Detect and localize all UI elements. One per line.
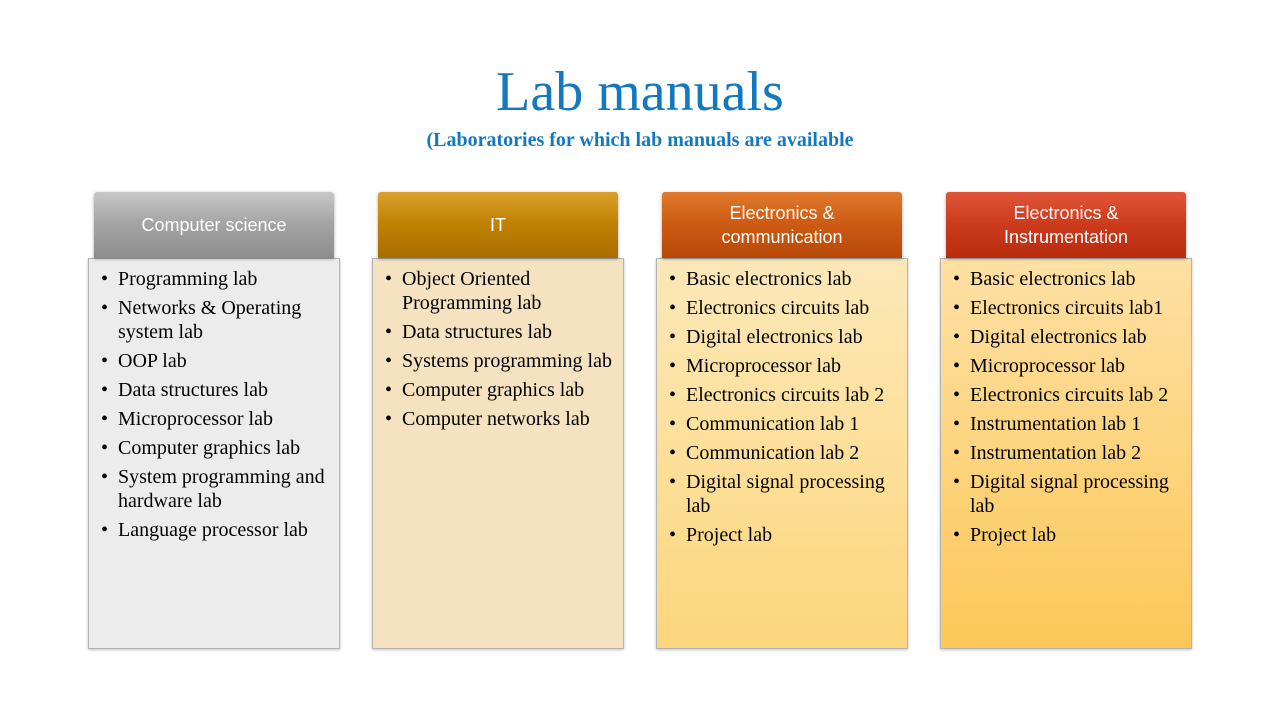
list-item: • Electronics circuits lab 2	[665, 383, 903, 407]
list-item: • Electronics circuits lab	[665, 296, 903, 320]
column-computer-science	[88, 192, 340, 649]
column-body-computer-science	[88, 258, 340, 649]
list-item: • Project lab	[949, 523, 1187, 547]
list-item: • System programming and hardware lab	[97, 465, 335, 513]
list-item: • Object Oriented Programming lab	[381, 267, 619, 315]
list-item: • Basic electronics lab	[949, 267, 1187, 291]
slide-subtitle: (Laboratories for which lab manuals are available	[426, 129, 854, 151]
column-body-electronics-instrumentation	[940, 258, 1192, 649]
lab-list	[949, 267, 1187, 547]
list-item: • Digital signal processing lab	[949, 470, 1187, 518]
lab-list	[381, 267, 619, 431]
list-item: • Electronics circuits lab 2	[949, 383, 1187, 407]
list-item: • Digital electronics lab	[949, 325, 1187, 349]
list-item: • Microprocessor lab	[97, 407, 335, 431]
slide-title: Lab manuals	[496, 61, 784, 123]
list-item: • Digital signal processing lab	[665, 470, 903, 518]
list-item: • Microprocessor lab	[665, 354, 903, 378]
list-item: • OOP lab	[97, 349, 335, 373]
column-it	[372, 192, 624, 649]
column-body-it	[372, 258, 624, 649]
list-item: • Instrumentation lab 1	[949, 412, 1187, 436]
list-item: • Communication lab 2	[665, 441, 903, 465]
column-header-it: IT	[378, 192, 618, 258]
list-item: • Computer graphics lab	[97, 436, 335, 460]
lab-list	[97, 267, 335, 542]
list-item: • Communication lab 1	[665, 412, 903, 436]
column-header-electronics-communication: Electronics & communication	[662, 192, 902, 258]
list-item: • Digital electronics lab	[665, 325, 903, 349]
list-item: • Basic electronics lab	[665, 267, 903, 291]
list-item: • Language processor lab	[97, 518, 335, 542]
list-item: • Data structures lab	[381, 320, 619, 344]
list-item: • Programming lab	[97, 267, 335, 291]
list-item: • Project lab	[665, 523, 903, 547]
column-electronics-instrumentation	[940, 192, 1192, 649]
list-item: • Data structures lab	[97, 378, 335, 402]
lab-list	[665, 267, 903, 547]
list-item: • Systems programming lab	[381, 349, 619, 373]
column-header-computer-science: Computer science	[94, 192, 334, 258]
list-item: • Microprocessor lab	[949, 354, 1187, 378]
column-body-electronics-communication	[656, 258, 908, 649]
column-electronics-communication	[656, 192, 908, 649]
list-item: • Instrumentation lab 2	[949, 441, 1187, 465]
list-item: • Electronics circuits lab1	[949, 296, 1187, 320]
column-header-electronics-instrumentation: Electronics & Instrumentation	[946, 192, 1186, 258]
list-item: • Computer graphics lab	[381, 378, 619, 402]
list-item: • Computer networks lab	[381, 407, 619, 431]
list-item: • Networks & Operating system lab	[97, 296, 335, 344]
